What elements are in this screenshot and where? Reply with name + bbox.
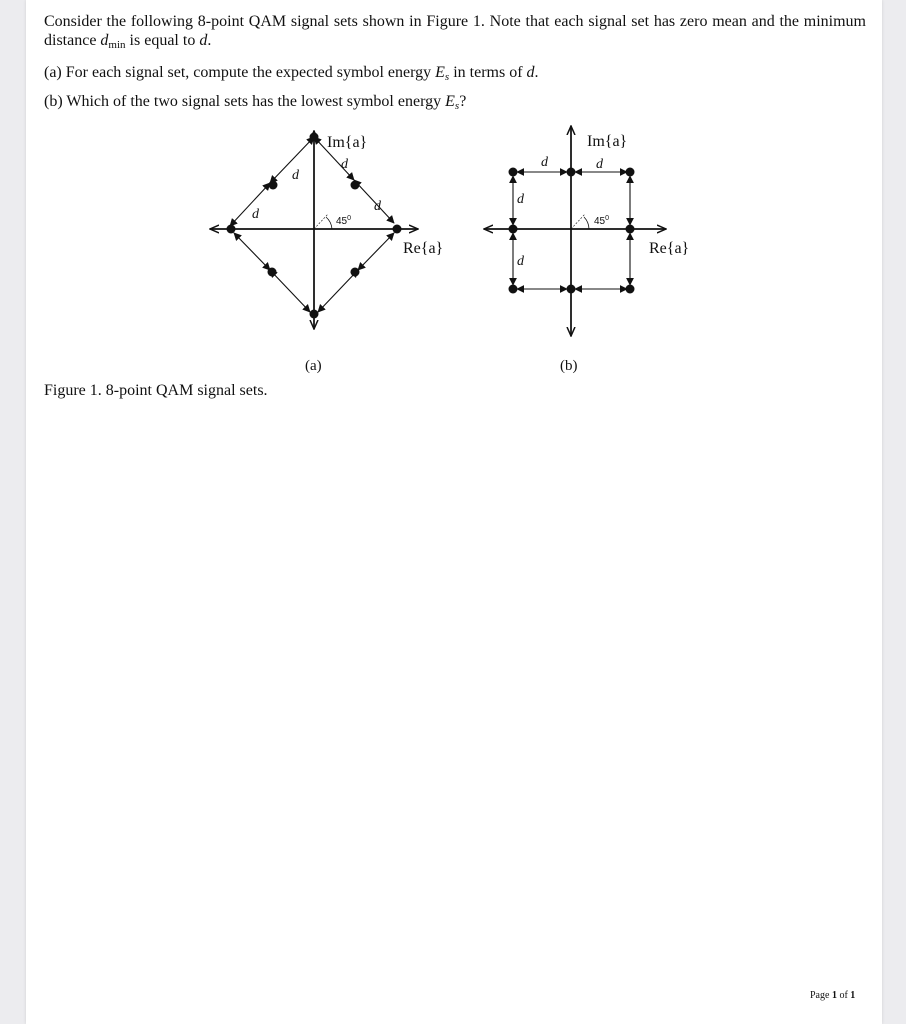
d-arrow xyxy=(234,233,270,270)
signal-point xyxy=(626,168,635,177)
sublabel-b: (b) xyxy=(560,358,578,374)
signal-point xyxy=(268,268,277,277)
re-axis-label-a: Re{a} xyxy=(403,240,444,257)
constellation-b xyxy=(484,126,689,374)
d-label: d xyxy=(252,207,259,222)
signal-point xyxy=(509,225,518,234)
signal-point xyxy=(567,285,576,294)
angle-arc-b xyxy=(584,217,589,229)
sublabel-a: (a) xyxy=(305,358,322,374)
constellation-a xyxy=(210,131,443,374)
signal-point xyxy=(351,181,360,190)
im-axis-label-a: Im{a} xyxy=(327,134,368,151)
page-number: Page 1 of 1 xyxy=(810,990,856,1001)
signal-point xyxy=(310,310,319,319)
d-arrow xyxy=(318,270,358,312)
document-page xyxy=(26,0,882,1024)
question-a: (a) For each signal set, compute the expected symbol energy Es in terms of d. xyxy=(44,64,539,83)
signal-point xyxy=(393,225,402,234)
figure-caption: Figure 1. 8-point QAM signal sets. xyxy=(44,382,268,399)
figure-1-qam-signal-sets xyxy=(26,0,882,420)
d-label: d xyxy=(596,157,603,172)
signal-point xyxy=(567,168,576,177)
d-arrow xyxy=(270,270,310,312)
signal-point xyxy=(351,268,360,277)
angle-label-b: $45^0$ xyxy=(594,215,610,227)
angle-label-a: $45^0$ xyxy=(336,215,352,227)
signal-point xyxy=(269,181,278,190)
signal-point xyxy=(509,285,518,294)
d-label: d xyxy=(374,199,381,214)
signal-point xyxy=(509,168,518,177)
signal-point xyxy=(626,285,635,294)
signal-point xyxy=(227,225,236,234)
signal-point xyxy=(626,225,635,234)
d-label: d xyxy=(292,168,299,183)
d-arrow xyxy=(230,183,270,226)
d-label: d xyxy=(341,157,348,172)
d-label: d xyxy=(517,192,524,207)
re-axis-label-b: Re{a} xyxy=(649,240,690,257)
im-axis-label-b: Im{a} xyxy=(587,133,628,150)
d-arrow xyxy=(358,233,394,270)
d-label: d xyxy=(517,254,524,269)
angle-arc-a xyxy=(326,217,332,229)
question-b: (b) Which of the two signal sets has the lowest symbol energy Es? xyxy=(44,93,467,112)
d-label: d xyxy=(541,155,548,170)
problem-intro: Consider the following 8-point QAM signal sets shown in Figure 1. Note that each signal set has zero mean and the minimum distance dmin is equal to d. xyxy=(44,13,866,51)
signal-point xyxy=(310,133,319,142)
